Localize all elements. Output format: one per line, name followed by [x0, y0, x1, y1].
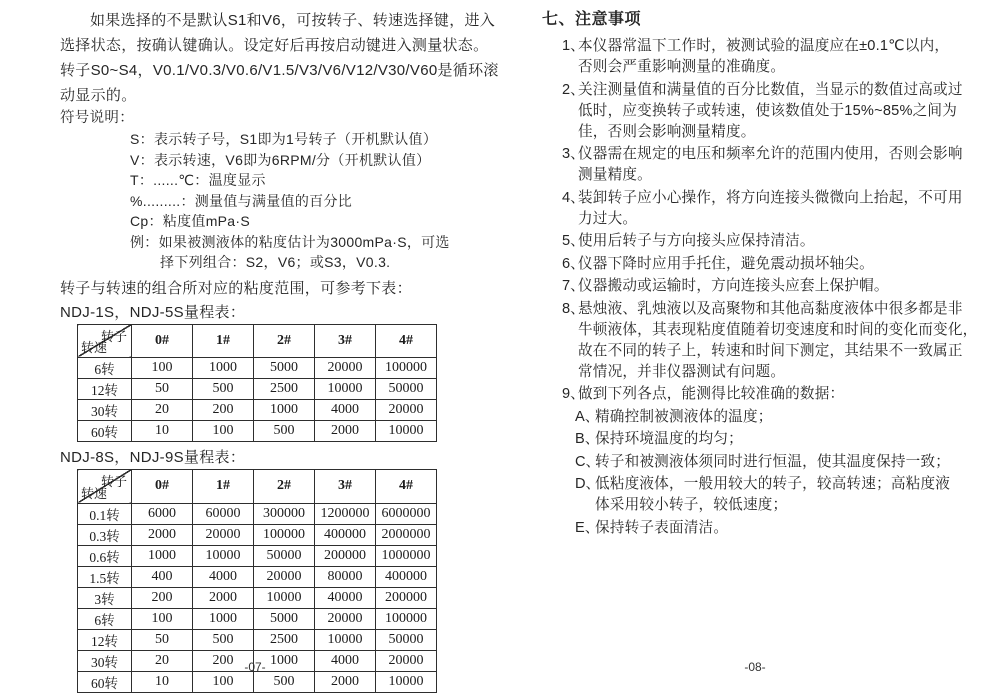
value-cell: 1000 — [132, 545, 193, 566]
note-item — [562, 254, 992, 275]
note-line: 关注测量值和满量值的百分比数值，当显示的数值过高或过 — [578, 81, 963, 98]
corner-cell — [78, 324, 132, 357]
speed-corner-label: 转速 — [81, 485, 108, 501]
speed-cell: 12转 — [78, 378, 132, 399]
value-cell: 4000 — [315, 399, 376, 420]
value-cell: 1000000 — [376, 545, 437, 566]
note-letter: C、 — [575, 453, 601, 470]
speed-cell: 6转 — [78, 357, 132, 378]
note-line: 保持转子表面清洁。 — [595, 519, 729, 536]
symbol-line: T：......℃：温度显示 — [130, 172, 266, 188]
value-cell: 2000 — [132, 524, 193, 545]
value-cell: 20000 — [376, 399, 437, 420]
speed-cell: 60转 — [78, 420, 132, 441]
note-item — [562, 188, 992, 230]
rotor-corner-label: 转子 — [100, 473, 127, 489]
table-header-row — [78, 469, 437, 503]
note-number: 1、 — [562, 38, 585, 54]
symbol-line: S：表示转子号，S1即为1号转子（开机默认值） — [130, 131, 438, 147]
table-row — [78, 629, 437, 650]
note-number: 4、 — [562, 189, 585, 206]
value-cell: 10 — [132, 671, 193, 692]
note-item — [562, 144, 992, 186]
note-number: 2、 — [562, 81, 585, 98]
corner-cell — [78, 469, 132, 503]
symbol-list — [60, 129, 505, 273]
value-cell: 2500 — [254, 629, 315, 650]
value-cell: 10000 — [193, 545, 254, 566]
speed-cell: 60转 — [78, 671, 132, 692]
note-line: 仪器下降时应用手托住，避免震动损坏轴尖。 — [578, 255, 874, 272]
symbol-line-continuation: 择下列组合：S2，V6；或S3，V0.3. — [160, 254, 391, 270]
speed-cell: 12转 — [78, 629, 132, 650]
value-cell: 10000 — [254, 587, 315, 608]
speed-cell: 1.5转 — [78, 566, 132, 587]
notes-section-title: 七、注意事项 — [542, 11, 642, 28]
value-cell: 200 — [132, 587, 193, 608]
symbol-line: Cp：粘度值mPa·S — [130, 213, 250, 229]
column-header: 3# — [315, 469, 376, 503]
page-number-right: -08- — [744, 660, 766, 674]
note-line: 使用后转子与方向接头应保持清洁。 — [578, 233, 815, 249]
table-row — [78, 399, 437, 420]
column-header: 0# — [132, 469, 193, 503]
note-item — [562, 231, 992, 252]
note-subitem — [575, 429, 992, 450]
value-cell: 20000 — [376, 650, 437, 671]
note-number: 5、 — [562, 233, 585, 249]
note-line: 悬烛液、乳烛液以及高聚物和其他高黏度液体中很多都是非 — [578, 300, 963, 317]
note-number: 7、 — [562, 278, 585, 294]
value-cell: 50000 — [254, 545, 315, 566]
value-cell: 500 — [254, 420, 315, 441]
note-line: 本仪器常温下工作时，被测试验的温度应在±0.1℃以内， — [578, 38, 950, 54]
ndj1s-5s-range-table — [77, 324, 437, 442]
symbol-line: %.........：测量值与满量值的百分比 — [130, 192, 353, 209]
column-header: 4# — [376, 469, 437, 503]
value-cell: 50 — [132, 629, 193, 650]
intro-line: 选择状态，按确认键确认。设定好后再按启动键进入测量状态。 — [60, 37, 489, 54]
note-letter: A、 — [575, 408, 600, 425]
note-item — [562, 384, 992, 405]
value-cell: 1200000 — [315, 503, 376, 524]
note-subitem — [575, 407, 992, 428]
value-cell: 50000 — [376, 378, 437, 399]
value-cell: 400000 — [376, 566, 437, 587]
manual-page-right — [542, 8, 992, 540]
note-line: 转子和被测液体须同时进行恒温，使其温度保持一致； — [595, 453, 951, 470]
note-line: 装卸转子应小心操作，将方向连接头微微向上抬起，不可用 — [578, 189, 963, 206]
note-letter: E、 — [575, 519, 600, 536]
speed-cell: 0.1转 — [78, 503, 132, 524]
value-cell: 50 — [132, 378, 193, 399]
table-row — [78, 524, 437, 545]
value-cell: 1000 — [193, 608, 254, 629]
note-item — [562, 276, 992, 297]
table2-title: NDJ-8S，NDJ-9S量程表： — [60, 448, 246, 466]
notes-list — [542, 36, 992, 539]
value-cell: 300000 — [254, 503, 315, 524]
note-number: 3、 — [562, 146, 585, 162]
value-cell: 100000 — [376, 608, 437, 629]
note-line: 仪器搬动或运输时，方向连接头应套上保护帽。 — [578, 278, 889, 294]
value-cell: 4000 — [193, 566, 254, 587]
note-line: 牛顿液体，其表现粘度值随着切变速度和时间的变化而变化， — [578, 321, 978, 338]
table-row — [78, 378, 437, 399]
value-cell: 500 — [193, 629, 254, 650]
table-row — [78, 420, 437, 441]
symbol-heading: 符号说明： — [60, 110, 134, 126]
note-item — [562, 299, 992, 383]
column-header: 4# — [376, 324, 437, 357]
speed-cell: 6转 — [78, 608, 132, 629]
value-cell: 20 — [132, 399, 193, 420]
value-cell: 2000000 — [376, 524, 437, 545]
table-row — [78, 671, 437, 692]
note-number: 8、 — [562, 300, 585, 317]
speed-cell: 0.3转 — [78, 524, 132, 545]
value-cell: 500 — [193, 378, 254, 399]
note-subitem — [575, 452, 992, 473]
note-subitem — [575, 518, 992, 539]
note-line: 低粘度液体，一般用较大的转子，较高转速；高粘度液 — [595, 476, 951, 492]
note-subitem — [575, 474, 992, 516]
column-header: 1# — [193, 324, 254, 357]
intro-paragraph — [60, 8, 505, 108]
value-cell: 20000 — [254, 566, 315, 587]
note-item — [562, 36, 992, 78]
table1-title: NDJ-1S，NDJ-5S量程表： — [60, 303, 246, 321]
note-number: 9、 — [562, 386, 585, 402]
value-cell: 2000 — [315, 420, 376, 441]
manual-page-left — [60, 8, 505, 693]
note-line: 否则会严重影响测量的准确度。 — [578, 59, 786, 75]
value-cell: 10 — [132, 420, 193, 441]
value-cell: 2500 — [254, 378, 315, 399]
speed-cell: 3转 — [78, 587, 132, 608]
value-cell: 5000 — [254, 357, 315, 378]
value-cell: 10000 — [315, 378, 376, 399]
table-row — [78, 503, 437, 524]
table-row — [78, 587, 437, 608]
range-intro-text: 转子与转速的组合所对应的粘度范围，可参考下表： — [60, 279, 412, 297]
note-letter: B、 — [575, 431, 600, 447]
note-item — [562, 80, 992, 143]
value-cell: 6000000 — [376, 503, 437, 524]
note-line: 佳，否则会影响测量精度。 — [578, 123, 756, 140]
column-header: 2# — [254, 324, 315, 357]
column-header: 2# — [254, 469, 315, 503]
symbol-line: 例：如果被测液体的粘度估计为3000mPa·S，可选 — [130, 233, 450, 250]
value-cell: 100000 — [254, 524, 315, 545]
value-cell: 20 — [132, 650, 193, 671]
ndj8s-9s-range-table — [77, 469, 437, 693]
value-cell: 4000 — [315, 650, 376, 671]
note-letter: D、 — [575, 476, 601, 492]
column-header: 0# — [132, 324, 193, 357]
note-line: 精确控制被测液体的温度； — [595, 408, 773, 425]
value-cell: 500 — [254, 671, 315, 692]
table-row — [78, 566, 437, 587]
value-cell: 2000 — [193, 587, 254, 608]
speed-cell: 30转 — [78, 650, 132, 671]
value-cell: 60000 — [193, 503, 254, 524]
note-line: 常情况，并非仪器测试有问题。 — [578, 363, 786, 380]
note-line: 故在不同的转子上，转速和时间下测定，其结果不一致属正 — [578, 342, 963, 359]
column-header: 3# — [315, 324, 376, 357]
note-line: 测量精度。 — [578, 167, 652, 183]
value-cell: 200000 — [376, 587, 437, 608]
intro-line: 动显示的。 — [60, 87, 137, 104]
speed-corner-label: 转速 — [81, 339, 108, 355]
value-cell: 6000 — [132, 503, 193, 524]
value-cell: 100 — [193, 420, 254, 441]
note-number: 6、 — [562, 255, 585, 272]
value-cell: 80000 — [315, 566, 376, 587]
value-cell: 20000 — [315, 608, 376, 629]
value-cell: 200 — [193, 650, 254, 671]
note-line: 仪器需在规定的电压和频率允许的范围内使用，否则会影响 — [578, 146, 963, 162]
value-cell: 10000 — [315, 629, 376, 650]
value-cell: 10000 — [376, 671, 437, 692]
note-line: 低时，应变换转子或转速，使该数值处于15%~85%之间为 — [578, 102, 958, 119]
value-cell: 20000 — [193, 524, 254, 545]
table-header-row — [78, 324, 437, 357]
value-cell: 400000 — [315, 524, 376, 545]
value-cell: 10000 — [376, 420, 437, 441]
note-line: 做到下列各点，能测得比较准确的数据： — [578, 386, 845, 402]
intro-line: 如果选择的不是默认S1和V6，可按转子、转速选择键，进入 — [90, 12, 496, 29]
symbol-line: V：表示转速，V6即为6RPM/分（开机默认值） — [130, 151, 431, 168]
note-line: 体采用较小转子，较低速度； — [595, 497, 788, 513]
speed-cell: 30转 — [78, 399, 132, 420]
table-row — [78, 357, 437, 378]
value-cell: 2000 — [315, 671, 376, 692]
intro-line: 转子S0~S4，V0.1/V0.3/V0.6/V1.5/V3/V6/V12/V30/V60是循环滚 — [60, 62, 499, 79]
value-cell: 5000 — [254, 608, 315, 629]
note-line: 力过大。 — [578, 210, 638, 227]
value-cell: 200 — [193, 399, 254, 420]
value-cell: 100000 — [376, 357, 437, 378]
value-cell: 50000 — [376, 629, 437, 650]
column-header: 1# — [193, 469, 254, 503]
value-cell: 1000 — [254, 650, 315, 671]
table-row — [78, 608, 437, 629]
table-row — [78, 545, 437, 566]
page-number-left: -07- — [244, 660, 266, 674]
value-cell: 1000 — [193, 357, 254, 378]
rotor-corner-label: 转子 — [100, 328, 127, 344]
value-cell: 400 — [132, 566, 193, 587]
speed-cell: 0.6转 — [78, 545, 132, 566]
note-line: 保持环境温度的均匀； — [595, 431, 743, 447]
value-cell: 100 — [193, 671, 254, 692]
value-cell: 100 — [132, 357, 193, 378]
value-cell: 1000 — [254, 399, 315, 420]
value-cell: 20000 — [315, 357, 376, 378]
value-cell: 200000 — [315, 545, 376, 566]
value-cell: 40000 — [315, 587, 376, 608]
value-cell: 100 — [132, 608, 193, 629]
